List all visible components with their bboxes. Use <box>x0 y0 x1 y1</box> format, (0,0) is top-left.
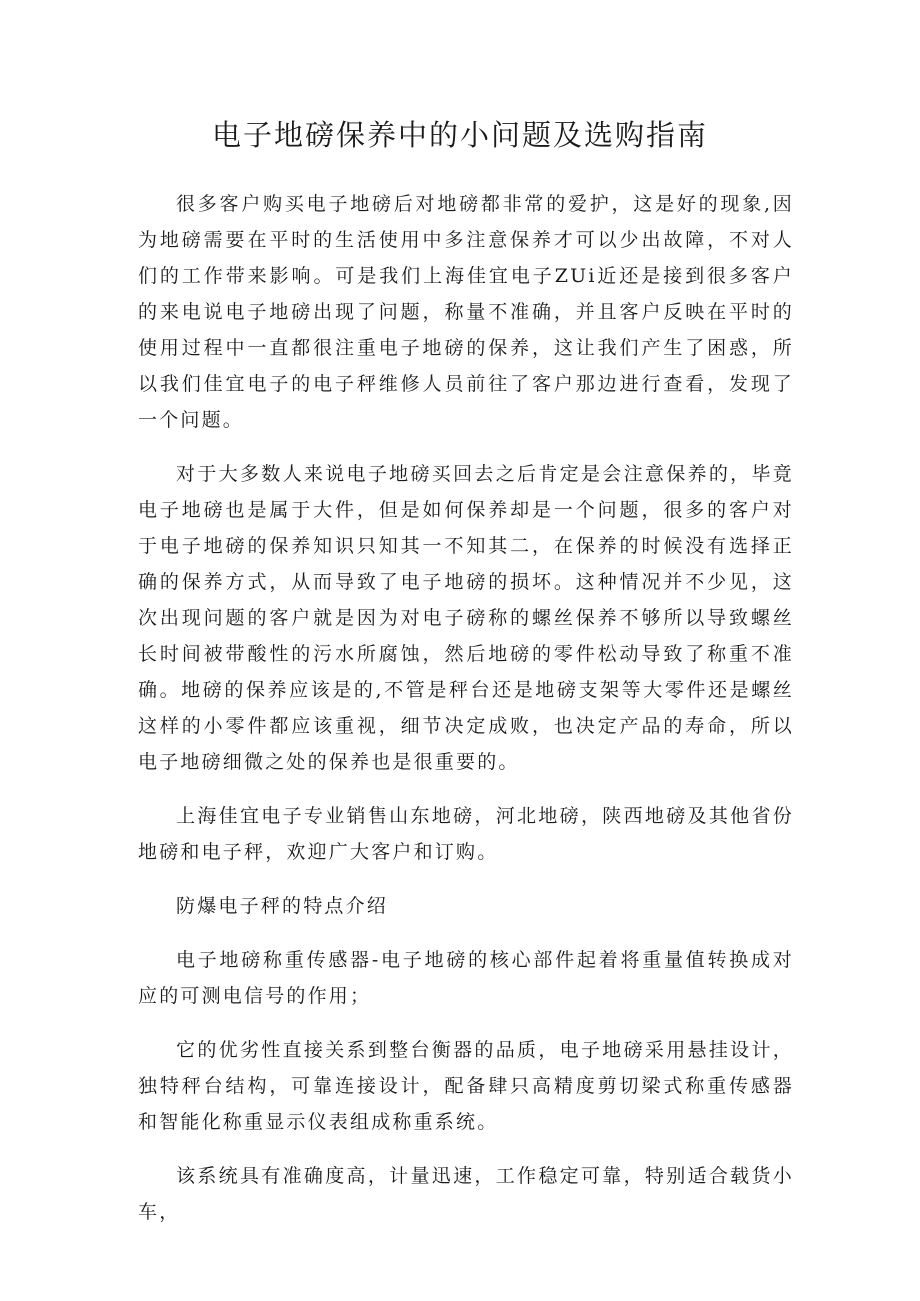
paragraph-sensor: 电子地磅称重传感器-电子地磅的核心部件起着将重量值转换成对应的可测电信号的作用； <box>138 949 794 1007</box>
paragraph-intro: 很多客户购买电子地磅后对地磅都非常的爱护，这是好的现象,因为地磅需要在平时的生活使用中多注意保养才可以少出故障，不对人们的工作带来影响。可是我们上海佳宜电子ZUi近还是接到很多客户的来电说电子地磅出现了问题，称量不准确，并且客户反映在平时的使用过程中一直都很注重电子地磅的保养，这让我们产生了困惑，所以我们佳宜电子的电子秤维修人员前往了客户那边进行查看，发现了一个问题。 <box>138 193 794 431</box>
document-body <box>138 186 794 1248</box>
document-title: 电子地磅保养中的小问题及选购指南 <box>211 118 708 152</box>
paragraph-system: 该系统具有准确度高，计量迅速，工作稳定可靠，特别适合载货小车， <box>138 1165 794 1223</box>
paragraph-quality: 它的优劣性直接关系到整台衡器的品质，电子地磅采用悬挂设计，独特秤台结构，可靠连接设计，配备肆只高精度剪切梁式称重传感器和智能化称重显示仪表组成称重系统。 <box>138 1039 794 1133</box>
section-heading-explosion-proof: 防爆电子秤的特点介绍 <box>176 895 389 917</box>
paragraph-sales: 上海佳宜电子专业销售山东地磅，河北地磅，陕西地磅及其他省份地磅和电子秤，欢迎广大客户和订购。 <box>138 805 794 863</box>
paragraph-maintenance: 对于大多数人来说电子地磅买回去之后肯定是会注意保养的，毕竟电子地磅也是属于大件，但是如何保养却是一个问题，很多的客户对于电子地磅的保养知识只知其一不知其二，在保养的时候没有选择正确的保养方式，从而导致了电子地磅的损坏。这种情况并不少见，这次出现问题的客户就是因为对电子磅称的螺丝保养不够所以导致螺丝长时间被带酸性的污水所腐蚀，然后地磅的零件松动导致了称重不准确。地磅的保养应该是的,不管是秤台还是地磅支架等大零件还是螺丝这样的小零件都应该重视，细节决定成败，也决定产品的寿命，所以电子地磅细微之处的保养也是很重要的。 <box>138 463 794 773</box>
